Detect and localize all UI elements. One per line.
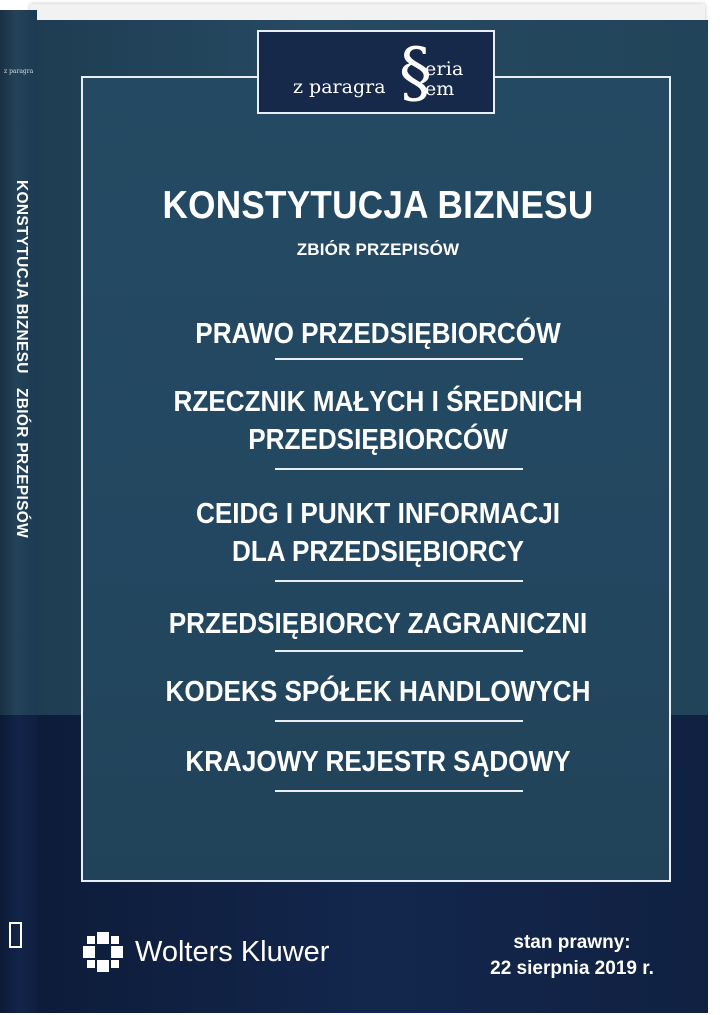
topic-divider (275, 650, 523, 652)
topic-divider (275, 468, 523, 470)
spine-series-prefix: z paragra (4, 68, 34, 75)
publisher-name: Wolters Kluwer (135, 936, 330, 968)
publisher-logo (83, 932, 373, 972)
book-spine (0, 10, 37, 1013)
topic-item: RZECZNIK MAŁYCH I ŚREDNICH (173, 386, 583, 418)
series-suffix: em (425, 78, 455, 100)
spine-publisher-mark (9, 922, 22, 948)
spine-title-main: KONSTYTUCJA BIZNESU (13, 180, 30, 374)
front-cover (37, 20, 708, 1013)
spine-series-logo (4, 66, 32, 78)
topic-divider (275, 358, 523, 360)
topic-item: CEIDG I PUNKT INFORMACJI (196, 498, 560, 530)
book-subtitle: ZBIÓR PRZEPISÓW (296, 240, 460, 259)
cover-frame (81, 76, 671, 882)
topic-item: PRZEDSIĘBIORCY ZAGRANICZNI (168, 608, 588, 640)
legal-status-label: stan prawny: (513, 932, 631, 953)
series-prefix: z paragra (293, 76, 386, 98)
series-name: eria (425, 58, 464, 80)
spine-lower-band (0, 715, 37, 1013)
section-sign-icon: § (399, 34, 432, 111)
topic-item: PRAWO PRZEDSIĘBIORCÓW (195, 318, 561, 350)
topic-item: KRAJOWY REJESTR SĄDOWY (185, 746, 571, 778)
spine-title-sub: ZBIÓR PRZEPISÓW (13, 388, 30, 539)
legal-status-date: 22 sierpnia 2019 r. (490, 958, 654, 979)
topic-item: KODEKS SPÓŁEK HANDLOWYCH (165, 676, 591, 708)
topic-item: PRZEDSIĘBIORCÓW (248, 424, 508, 456)
wolters-kluwer-icon (83, 932, 123, 972)
book-title: KONSTYTUCJA BIZNESU (162, 184, 594, 227)
spine-title (8, 180, 30, 620)
series-logo-box (257, 30, 495, 114)
topic-divider (275, 790, 523, 792)
topic-item: DLA PRZEDSIĘBIORCY (232, 536, 524, 568)
topic-divider (275, 580, 523, 582)
topic-divider (275, 720, 523, 722)
